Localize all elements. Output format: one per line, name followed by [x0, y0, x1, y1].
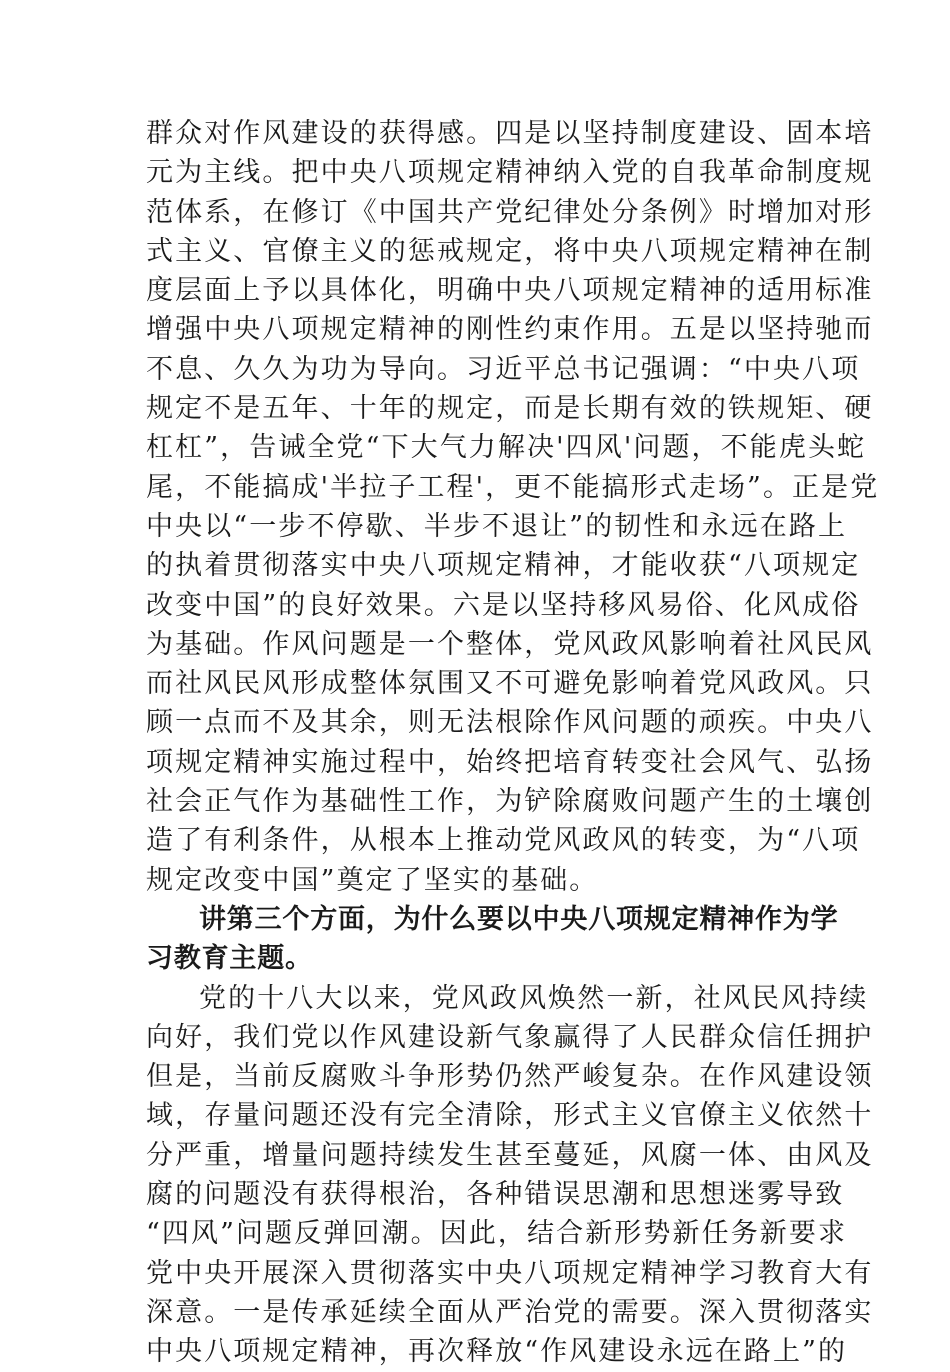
text-line: 范体系，在修订《中国共产党纪律处分条例》时增加对形 [146, 196, 874, 228]
paragraph [146, 979, 874, 1372]
text-line: “四风”问题反弹回潮。因此，结合新形势新任务新要求 [146, 1218, 848, 1250]
text-line: 规定不是五年、十年的规定，而是长期有效的铁规矩、硬 [146, 393, 874, 425]
section-heading [146, 900, 839, 979]
text-line: 不息、久久为功为导向。习近平总书记强调：“中央八项 [146, 353, 861, 385]
text-line: 党的十八大以来，党风政风焕然一新，社风民风持续 [199, 982, 869, 1014]
text-line: 群众对作风建设的获得感。四是以坚持制度建设、固本培 [146, 118, 874, 149]
text-line: 元为主线。把中央八项规定精神纳入党的自我革命制度规 [146, 157, 874, 189]
text-line: 中央八项规定精神，再次释放“作风建设永远在路上”的 [146, 1336, 848, 1368]
heading-line: 习教育主题。 [146, 943, 313, 975]
text-line: 改变中国”的良好效果。六是以坚持移风易俗、化风成俗 [146, 589, 861, 621]
paragraph-continuation [146, 114, 880, 900]
heading-line: 讲第三个方面，为什么要以中央八项规定精神作为学 [199, 903, 839, 935]
text-line: 为基础。作风问题是一个整体，党风政风影响着社风民风 [146, 628, 874, 660]
text-line: 而社风民风形成整体氛围又不可避免影响着党风政风。只 [146, 668, 874, 700]
text-line: 规定改变中国”奠定了坚实的基础。 [146, 864, 599, 896]
document-body [146, 114, 880, 1372]
text-line: 但是，当前反腐败斗争形势仍然严峻复杂。在作风建设领 [146, 1061, 874, 1093]
text-line: 顾一点而不及其余，则无法根除作风问题的顽疾。中央八 [146, 707, 874, 739]
text-line: 项规定精神实施过程中，始终把培育转变社会风气、弘扬 [146, 746, 874, 778]
text-line: 尾，不能搞成'半拉子工程'，更不能搞形式走场”。正是党 [146, 471, 880, 503]
text-line: 度层面上予以具体化，明确中央八项规定精神的适用标准 [146, 275, 874, 307]
text-line: 社会正气作为基础性工作，为铲除腐败问题产生的土壤创 [146, 786, 874, 818]
text-line: 杠杠”，告诫全党“下大气力解决'四风'问题，不能虎头蛇 [146, 432, 867, 464]
text-line: 域，存量问题还没有完全清除，形式主义官僚主义依然十 [146, 1100, 874, 1132]
text-line: 分严重，增量问题持续发生甚至蔓延，风腐一体、由风及 [146, 1139, 874, 1171]
text-line: 腐的问题没有获得根治，各种错误思潮和思想迷雾导致 [146, 1179, 845, 1211]
text-line: 深意。一是传承延续全面从严治党的需要。深入贯彻落实 [146, 1296, 874, 1328]
text-line: 中央以“一步不停歇、半步不退让”的韧性和永远在路上 [146, 510, 848, 542]
text-line: 向好，我们党以作风建设新气象赢得了人民群众信任拥护 [146, 1021, 874, 1053]
text-line: 式主义、官僚主义的惩戒规定，将中央八项规定精神在制 [146, 235, 874, 267]
text-line: 增强中央八项规定精神的刚性约束作用。五是以坚持驰而 [146, 314, 874, 346]
text-line: 造了有利条件，从根本上推动党风政风的转变，为“八项 [146, 825, 861, 857]
text-line: 党中央开展深入贯彻落实中央八项规定精神学习教育大有 [146, 1257, 874, 1289]
text-line: 的执着贯彻落实中央八项规定精神，才能收获“八项规定 [146, 550, 861, 582]
